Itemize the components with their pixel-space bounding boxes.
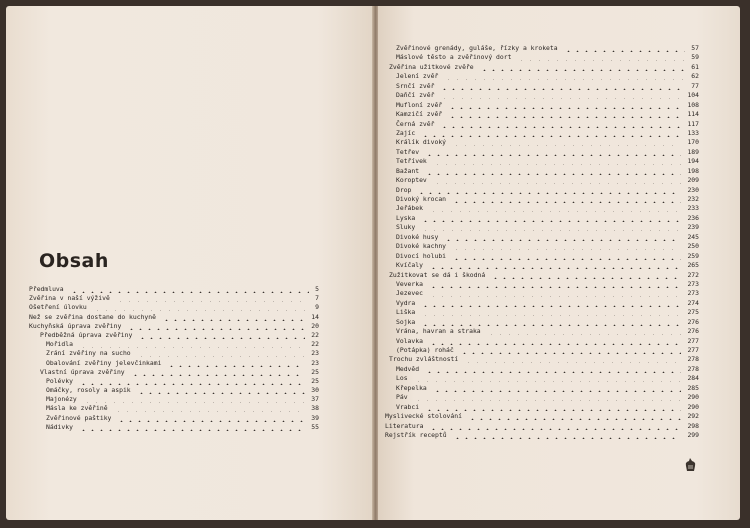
toc-leader-dots	[452, 194, 681, 203]
toc-entry-label: Zvěřina v naší výživě	[29, 294, 110, 303]
toc-entry-label: Tetřívek	[396, 157, 427, 166]
toc-entry-page: 259	[687, 251, 699, 260]
toc-leader-dots	[564, 43, 685, 52]
toc-leader-dots	[444, 71, 685, 80]
toc-entry-label: Daňčí zvěř	[396, 91, 435, 100]
toc-entry-label: Divoké husy	[396, 232, 439, 241]
toc-leader-dots	[429, 288, 681, 297]
publisher-emblem-icon	[684, 457, 697, 472]
toc-entry-label: Majonézy	[46, 395, 77, 404]
toc-leader-dots	[131, 367, 305, 376]
toc-leader-dots	[414, 373, 681, 382]
toc-entry-page: 108	[687, 100, 699, 109]
toc-entry-page: 194	[687, 157, 699, 166]
toc-entry-label: Kuchyňská úprava zvěřiny	[29, 321, 122, 330]
toc-entry-label: Černá zvěř	[396, 119, 435, 128]
toc-entry-label: Bažant	[396, 166, 420, 175]
toc-entry-label: Vlastní úprava zvěřiny	[40, 367, 125, 376]
toc-leader-dots	[480, 62, 685, 71]
toc-entry-page: 38	[311, 404, 319, 413]
toc-leader-dots	[79, 376, 305, 385]
toc-entry-label: Sojka	[396, 317, 416, 326]
toc-entry-label: Předběžná úprava zvěřiny	[40, 330, 133, 339]
toc-entry-page: 285	[687, 383, 699, 392]
toc-entry-page: 23	[311, 349, 319, 358]
toc-entry-label: Lyska	[396, 213, 416, 222]
toc-entry-page: 273	[687, 289, 699, 298]
toc-entry-page: 265	[687, 261, 699, 270]
toc-leader-dots	[167, 358, 305, 367]
toc-entry-page: 290	[687, 393, 699, 402]
toc-entry-label: Másla ke zvěřině	[46, 404, 108, 413]
toc-leader-dots	[421, 222, 681, 231]
toc-entry-label: Zužitkovat se dá i škodná	[389, 270, 486, 279]
toc-entry-label: Veverka	[396, 279, 423, 288]
toc-leader-dots	[79, 339, 305, 348]
toc-leader-dots	[487, 326, 681, 335]
toc-leader-dots	[425, 402, 681, 411]
toc-leader-dots	[117, 413, 305, 422]
toc-entry-label: Literatura	[385, 421, 424, 430]
toc-entry-page: 278	[687, 355, 699, 364]
toc-entry-page: 30	[311, 386, 319, 395]
toc-leader-dots	[137, 348, 305, 357]
toc-entry-page: 22	[311, 330, 319, 339]
toc-entry-label: Obalování zvěřiny jelevčinkami	[46, 358, 162, 367]
toc-entry-page: 274	[687, 298, 699, 307]
toc-entry-page: 170	[687, 138, 699, 147]
toc-entry-label: Křepelka	[396, 383, 427, 392]
toc-entry-page: 133	[687, 128, 699, 137]
toc-entry-label: Jezevec	[396, 289, 423, 298]
toc-entry-label: Než se zvěřina dostane do kuchyně	[29, 312, 156, 321]
toc-entry-page: 77	[691, 81, 699, 90]
toc-entry-label: Mufloní zvěř	[396, 100, 443, 109]
toc-entry-page: 233	[687, 204, 699, 213]
toc-leader-dots	[79, 422, 305, 431]
toc-leader-dots	[452, 241, 681, 250]
toc-entry-page: 236	[687, 213, 699, 222]
toc-entry-page: 22	[311, 340, 319, 349]
toc-leader-dots	[460, 345, 681, 354]
toc-entry-page: 114	[687, 110, 699, 119]
toc-entry-label: Jelení zvěř	[396, 72, 439, 81]
toc-entry-label: Liška	[396, 308, 416, 317]
toc-entry-page: 299	[687, 430, 699, 439]
toc-entry-page: 117	[687, 119, 699, 128]
toc-entry-label: Kvíčaly	[396, 261, 423, 270]
toc-entry	[385, 431, 699, 440]
toc-leader-dots	[70, 284, 309, 293]
toc-leader-dots	[114, 403, 305, 412]
toc-entry-page: 9	[315, 303, 319, 312]
toc-leader-dots	[421, 317, 681, 326]
toc-entry-label: Los	[396, 374, 408, 383]
toc-entry-page: 292	[687, 412, 699, 421]
toc-entry-page: 284	[687, 374, 699, 383]
toc-leader-dots	[429, 421, 681, 430]
toc-leader-dots	[464, 354, 681, 363]
contents-heading: Obsah	[39, 250, 109, 272]
toc-entry-label: Vydra	[396, 298, 416, 307]
toc-entry-label: Divoký krocan	[396, 195, 447, 203]
toc-leader-dots	[421, 298, 681, 307]
toc-leader-dots	[433, 383, 681, 392]
toc-leader-dots	[517, 52, 685, 61]
toc-entry-label: Srnčí zvěř	[396, 81, 435, 90]
toc-leader-dots	[440, 90, 681, 99]
toc-leader-dots	[421, 128, 681, 137]
toc-leader-dots	[421, 307, 681, 316]
toc-leader-dots	[417, 185, 681, 194]
toc-entry-label: Polévky	[46, 376, 73, 385]
toc-leader-dots	[452, 137, 681, 146]
toc-entry-label: Divocí holubi	[396, 251, 447, 260]
toc-entry-label: Rejstřík receptů	[385, 430, 447, 439]
toc-leader-dots	[433, 156, 681, 165]
toc-entry-page: 276	[687, 327, 699, 336]
toc-entry-page: 245	[687, 232, 699, 241]
toc-entry-label: Sluky	[396, 223, 416, 232]
toc-entry-page: 276	[687, 317, 699, 326]
toc-entry-page: 59	[691, 53, 699, 62]
toc-entry-label: Jeřábek	[396, 204, 423, 213]
toc-leader-dots	[127, 321, 305, 330]
toc-entry-page: 290	[687, 402, 699, 411]
toc-entry-label: Koroptev	[396, 176, 427, 185]
toc-entry-page: 55	[311, 422, 319, 431]
toc-entry-page: 298	[687, 421, 699, 430]
toc-leader-dots	[433, 175, 681, 184]
toc-entry-label: Zrání zvěřiny na sucho	[46, 349, 131, 358]
toc-entry-page: 277	[687, 336, 699, 345]
toc-list-left	[29, 285, 319, 432]
toc-entry-page: 61	[691, 62, 699, 71]
toc-entry-page: 5	[315, 285, 319, 293]
toc-entry-label: Nádivky	[46, 422, 73, 431]
toc-entry-page: 250	[687, 242, 699, 251]
toc-entry-page: 39	[311, 413, 319, 422]
toc-entry-label: Vrabci	[396, 402, 420, 411]
toc-leader-dots	[83, 394, 305, 403]
toc-entry-page: 272	[687, 270, 699, 279]
toc-entry-page: 104	[687, 91, 699, 100]
toc-entry-label: Tetřev	[396, 147, 420, 156]
toc-entry-label: Předmluva	[29, 285, 64, 293]
toc-entry-label: Volavka	[396, 336, 423, 345]
toc-entry-label: Trochu zvláštností	[389, 355, 459, 364]
toc-leader-dots	[440, 81, 685, 90]
toc-entry-page: 25	[311, 376, 319, 385]
toc-leader-dots	[414, 392, 681, 401]
left-page	[6, 6, 373, 520]
toc-leader-dots	[468, 411, 681, 420]
toc-entry-page: 275	[687, 308, 699, 317]
toc-entry-label: Ošetření úlovku	[29, 303, 87, 312]
toc-leader-dots	[421, 213, 681, 222]
toc-entry-page: 62	[691, 72, 699, 81]
toc-entry-page: 57	[691, 44, 699, 52]
toc-leader-dots	[116, 293, 309, 302]
toc-entry-page: 278	[687, 364, 699, 373]
toc-entry-label: Zvěřinové grenády, guláše, řízky a kroketa	[396, 44, 558, 52]
toc-entry-label: Zvěřina užitkové zvěře	[389, 62, 474, 71]
toc-entry-label: Medvěd	[396, 364, 420, 373]
toc-leader-dots	[425, 147, 681, 156]
toc-leader-dots	[491, 270, 681, 279]
toc-entry-label: Divoké kachny	[396, 242, 447, 251]
toc-leader-dots	[429, 260, 681, 269]
toc-leader-dots	[93, 302, 309, 311]
toc-entry-page: 232	[687, 195, 699, 203]
toc-entry-label: Omáčky, rosoly a aspik	[46, 386, 131, 395]
toc-entry-label: Myslivecké stolování	[385, 412, 462, 421]
toc-entry-page: 23	[311, 358, 319, 367]
toc-entry-page: 230	[687, 185, 699, 194]
toc-entry-label: Drop	[396, 185, 412, 194]
toc-entry-page: 20	[311, 321, 319, 330]
toc-entry-label: Králík divoký	[396, 138, 447, 147]
toc-leader-dots	[429, 279, 681, 288]
toc-list-right	[385, 44, 699, 440]
toc-leader-dots	[444, 232, 681, 241]
toc-entry-label: Máslové těsto a zvěřinový dort	[396, 53, 512, 62]
toc-leader-dots	[452, 251, 681, 260]
toc-leader-dots	[425, 364, 681, 373]
toc-leader-dots	[138, 330, 305, 339]
toc-entry-page: 14	[311, 312, 319, 321]
toc-entry	[29, 423, 319, 432]
toc-entry-page: 189	[687, 147, 699, 156]
toc-leader-dots	[429, 203, 681, 212]
toc-leader-dots	[440, 119, 681, 128]
toc-leader-dots	[137, 385, 305, 394]
toc-entry-label: Kamzičí zvěř	[396, 110, 443, 119]
toc-entry-page: 198	[687, 166, 699, 175]
toc-leader-dots	[425, 166, 681, 175]
toc-entry-label: Páv	[396, 393, 408, 402]
toc-leader-dots	[429, 336, 681, 345]
toc-entry-label: Zajíc	[396, 128, 416, 137]
toc-entry-page: 239	[687, 223, 699, 232]
toc-leader-dots	[162, 312, 305, 321]
toc-leader-dots	[448, 100, 681, 109]
toc-entry-label: (Potápka) roháč	[396, 346, 454, 354]
toc-entry-page: 37	[311, 395, 319, 404]
toc-entry-label: Mořidla	[46, 340, 73, 349]
toc-entry-label: Zvěřinové paštiky	[46, 413, 112, 422]
toc-leader-dots	[453, 430, 681, 439]
toc-leader-dots	[448, 109, 681, 118]
toc-entry-page: 7	[315, 294, 319, 303]
toc-entry-page: 277	[687, 346, 699, 354]
toc-entry-page: 25	[311, 367, 319, 376]
toc-entry-page: 273	[687, 279, 699, 288]
toc-entry-page: 209	[687, 176, 699, 185]
toc-entry-label: Vrána, havran a straka	[396, 327, 481, 336]
